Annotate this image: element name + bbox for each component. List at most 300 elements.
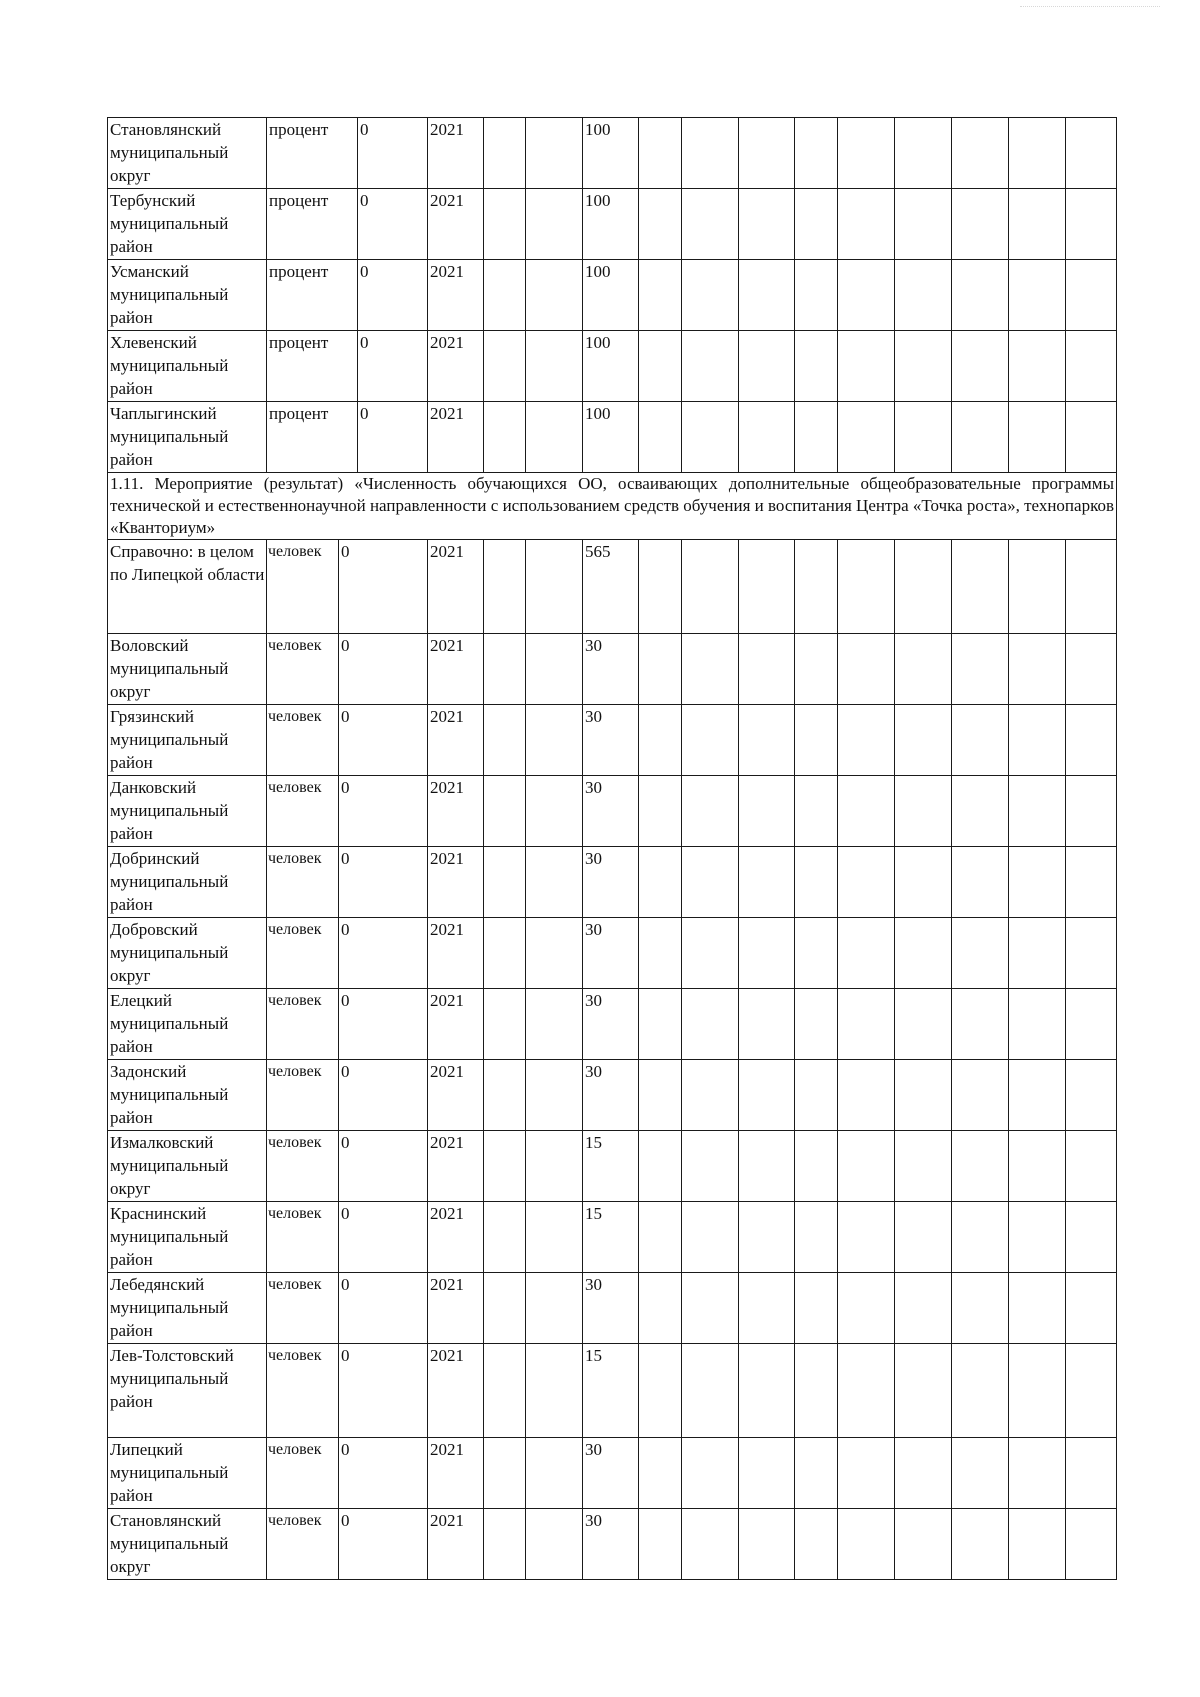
empty-cell [682, 1438, 739, 1509]
empty-cell [1066, 1060, 1117, 1131]
empty-cell [895, 402, 952, 473]
base-value-cell: 0 [339, 634, 428, 705]
empty-cell [639, 118, 682, 189]
table-row [108, 705, 1117, 776]
unit-cell: процент [267, 118, 358, 189]
target-value-cell: 30 [583, 847, 639, 918]
empty-cell [682, 705, 739, 776]
empty-cell [838, 118, 895, 189]
base-year-cell: 2021 [428, 989, 484, 1060]
base-year-cell: 2021 [428, 705, 484, 776]
empty-cell [526, 540, 583, 634]
empty-cell [838, 260, 895, 331]
table-row [108, 402, 1117, 473]
empty-cell [639, 705, 682, 776]
table-row [108, 331, 1117, 402]
unit-cell: человек [267, 1438, 339, 1509]
empty-cell [739, 634, 795, 705]
empty-cell [1009, 1202, 1066, 1273]
target-value-cell: 100 [583, 402, 639, 473]
empty-cell [682, 776, 739, 847]
empty-cell [484, 1344, 526, 1438]
empty-cell [952, 402, 1009, 473]
empty-cell [952, 989, 1009, 1060]
empty-cell [682, 540, 739, 634]
base-year-cell: 2021 [428, 1509, 484, 1580]
base-year-cell: 2021 [428, 1131, 484, 1202]
unit-cell: человек [267, 1202, 339, 1273]
empty-cell [795, 1438, 838, 1509]
scan-artifact [1020, 6, 1160, 9]
target-value-cell: 30 [583, 1438, 639, 1509]
empty-cell [639, 1202, 682, 1273]
empty-cell [795, 260, 838, 331]
empty-cell [739, 1509, 795, 1580]
empty-cell [682, 1202, 739, 1273]
base-value-cell: 0 [358, 118, 428, 189]
empty-cell [952, 118, 1009, 189]
empty-cell [838, 1438, 895, 1509]
empty-cell [952, 776, 1009, 847]
empty-cell [838, 1344, 895, 1438]
base-year-cell: 2021 [428, 540, 484, 634]
empty-cell [682, 918, 739, 989]
target-value-cell: 30 [583, 1509, 639, 1580]
base-value-cell: 0 [358, 260, 428, 331]
unit-cell: человек [267, 1060, 339, 1131]
empty-cell [838, 540, 895, 634]
empty-cell [1066, 331, 1117, 402]
empty-cell [526, 1509, 583, 1580]
empty-cell [795, 989, 838, 1060]
municipality-name: Липецкий муниципальный район [108, 1438, 267, 1509]
empty-cell [895, 705, 952, 776]
municipality-name: Справочно: в целом по Липецкой области [108, 540, 267, 634]
empty-cell [838, 1202, 895, 1273]
empty-cell [1009, 989, 1066, 1060]
empty-cell [484, 1273, 526, 1344]
empty-cell [1009, 118, 1066, 189]
empty-cell [1066, 989, 1117, 1060]
empty-cell [838, 918, 895, 989]
empty-cell [838, 776, 895, 847]
base-value-cell: 0 [339, 776, 428, 847]
empty-cell [484, 1509, 526, 1580]
empty-cell [739, 540, 795, 634]
empty-cell [682, 1131, 739, 1202]
empty-cell [639, 402, 682, 473]
empty-cell [739, 189, 795, 260]
unit-cell: человек [267, 1509, 339, 1580]
unit-cell: человек [267, 989, 339, 1060]
empty-cell [952, 540, 1009, 634]
unit-cell: человек [267, 776, 339, 847]
empty-cell [639, 776, 682, 847]
base-year-cell: 2021 [428, 118, 484, 189]
target-value-cell: 565 [583, 540, 639, 634]
unit-cell: процент [267, 402, 358, 473]
table-row [108, 260, 1117, 331]
empty-cell [484, 989, 526, 1060]
empty-cell [526, 705, 583, 776]
empty-cell [795, 776, 838, 847]
unit-cell: процент [267, 189, 358, 260]
empty-cell [952, 1131, 1009, 1202]
empty-cell [739, 1202, 795, 1273]
empty-cell [895, 918, 952, 989]
table-row [108, 1509, 1117, 1580]
section-heading-1-11: 1.11. Мероприятие (результат) «Численность обучающихся ОО, осваивающих дополнительные общеобразовательные программы технической и естественнонаучной направленности с использованием средств обучения и воспитания Центра «Точка роста», технопарков «Кванториум» [108, 473, 1117, 540]
empty-cell [895, 847, 952, 918]
empty-cell [526, 260, 583, 331]
target-value-cell: 30 [583, 918, 639, 989]
empty-cell [1066, 847, 1117, 918]
municipality-name: Измалковский муниципальный округ [108, 1131, 267, 1202]
target-value-cell: 30 [583, 776, 639, 847]
empty-cell [739, 847, 795, 918]
table-row [108, 540, 1117, 634]
empty-cell [739, 260, 795, 331]
empty-cell [526, 1438, 583, 1509]
empty-cell [739, 776, 795, 847]
empty-cell [1066, 260, 1117, 331]
table-row [108, 776, 1117, 847]
base-year-cell: 2021 [428, 1202, 484, 1273]
unit-cell: человек [267, 1273, 339, 1344]
empty-cell [952, 1273, 1009, 1344]
empty-cell [526, 776, 583, 847]
empty-cell [952, 1438, 1009, 1509]
empty-cell [1009, 918, 1066, 989]
municipality-name: Данковский муниципальный район [108, 776, 267, 847]
empty-cell [526, 1344, 583, 1438]
empty-cell [682, 1344, 739, 1438]
empty-cell [895, 260, 952, 331]
empty-cell [838, 1509, 895, 1580]
empty-cell [526, 847, 583, 918]
base-value-cell: 0 [339, 1438, 428, 1509]
base-value-cell: 0 [339, 1131, 428, 1202]
unit-cell: человек [267, 1131, 339, 1202]
empty-cell [639, 1509, 682, 1580]
empty-cell [639, 1060, 682, 1131]
empty-cell [1009, 331, 1066, 402]
empty-cell [682, 989, 739, 1060]
empty-cell [1066, 1344, 1117, 1438]
target-value-cell: 15 [583, 1202, 639, 1273]
empty-cell [639, 989, 682, 1060]
unit-cell: человек [267, 847, 339, 918]
base-year-cell: 2021 [428, 918, 484, 989]
empty-cell [1066, 402, 1117, 473]
empty-cell [526, 1060, 583, 1131]
base-year-cell: 2021 [428, 776, 484, 847]
empty-cell [838, 1131, 895, 1202]
table-row [108, 1273, 1117, 1344]
empty-cell [1066, 118, 1117, 189]
empty-cell [682, 1060, 739, 1131]
empty-cell [526, 634, 583, 705]
empty-cell [484, 189, 526, 260]
empty-cell [838, 331, 895, 402]
empty-cell [639, 918, 682, 989]
empty-cell [1009, 1509, 1066, 1580]
empty-cell [639, 189, 682, 260]
unit-cell: процент [267, 331, 358, 402]
empty-cell [526, 189, 583, 260]
empty-cell [739, 402, 795, 473]
municipality-name: Становлянский муниципальный округ [108, 118, 267, 189]
empty-cell [795, 1202, 838, 1273]
empty-cell [1066, 1202, 1117, 1273]
empty-cell [1066, 1509, 1117, 1580]
base-year-cell: 2021 [428, 1344, 484, 1438]
empty-cell [795, 540, 838, 634]
municipality-name: Чаплыгинский муниципальный район [108, 402, 267, 473]
empty-cell [484, 331, 526, 402]
empty-cell [484, 918, 526, 989]
base-value-cell: 0 [339, 1273, 428, 1344]
base-year-cell: 2021 [428, 847, 484, 918]
empty-cell [484, 1202, 526, 1273]
table-row [108, 1131, 1117, 1202]
empty-cell [1066, 705, 1117, 776]
base-value-cell: 0 [339, 1060, 428, 1131]
empty-cell [1009, 634, 1066, 705]
empty-cell [1009, 847, 1066, 918]
empty-cell [484, 1438, 526, 1509]
municipality-name: Лев-Толстовский муниципальный район [108, 1344, 267, 1438]
base-year-cell: 2021 [428, 1273, 484, 1344]
empty-cell [895, 1344, 952, 1438]
target-value-cell: 100 [583, 260, 639, 331]
empty-cell [639, 634, 682, 705]
base-year-cell: 2021 [428, 189, 484, 260]
empty-cell [682, 1509, 739, 1580]
empty-cell [682, 331, 739, 402]
municipality-name: Хлевенский муниципальный район [108, 331, 267, 402]
empty-cell [639, 1273, 682, 1344]
municipality-name: Добринский муниципальный район [108, 847, 267, 918]
target-value-cell: 100 [583, 331, 639, 402]
empty-cell [1009, 776, 1066, 847]
empty-cell [1066, 776, 1117, 847]
target-value-cell: 100 [583, 189, 639, 260]
unit-cell: человек [267, 918, 339, 989]
municipality-name: Добровский муниципальный округ [108, 918, 267, 989]
empty-cell [838, 847, 895, 918]
empty-cell [895, 634, 952, 705]
empty-cell [895, 540, 952, 634]
empty-cell [952, 1202, 1009, 1273]
table-row [108, 189, 1117, 260]
section-heading-row [108, 473, 1117, 540]
empty-cell [952, 260, 1009, 331]
empty-cell [682, 847, 739, 918]
empty-cell [484, 260, 526, 331]
empty-cell [952, 847, 1009, 918]
empty-cell [739, 918, 795, 989]
empty-cell [895, 118, 952, 189]
table-row [108, 118, 1117, 189]
empty-cell [484, 634, 526, 705]
municipality-name: Краснинский муниципальный район [108, 1202, 267, 1273]
empty-cell [1066, 1131, 1117, 1202]
empty-cell [1009, 1438, 1066, 1509]
empty-cell [795, 918, 838, 989]
target-value-cell: 30 [583, 989, 639, 1060]
base-value-cell: 0 [339, 989, 428, 1060]
table-row [108, 1438, 1117, 1509]
empty-cell [838, 402, 895, 473]
empty-cell [739, 118, 795, 189]
target-value-cell: 30 [583, 1060, 639, 1131]
empty-cell [895, 1273, 952, 1344]
base-year-cell: 2021 [428, 1438, 484, 1509]
empty-cell [484, 1060, 526, 1131]
empty-cell [639, 1131, 682, 1202]
base-value-cell: 0 [339, 918, 428, 989]
table-row [108, 918, 1117, 989]
empty-cell [952, 1060, 1009, 1131]
empty-cell [895, 1509, 952, 1580]
base-value-cell: 0 [339, 1202, 428, 1273]
empty-cell [838, 189, 895, 260]
empty-cell [795, 189, 838, 260]
empty-cell [1009, 189, 1066, 260]
empty-cell [682, 260, 739, 331]
empty-cell [739, 1131, 795, 1202]
target-value-cell: 30 [583, 705, 639, 776]
empty-cell [795, 331, 838, 402]
empty-cell [484, 118, 526, 189]
unit-cell: человек [267, 1344, 339, 1438]
empty-cell [639, 331, 682, 402]
unit-cell: человек [267, 705, 339, 776]
municipality-name: Елецкий муниципальный район [108, 989, 267, 1060]
empty-cell [1066, 918, 1117, 989]
empty-cell [526, 918, 583, 989]
empty-cell [952, 918, 1009, 989]
empty-cell [1066, 634, 1117, 705]
empty-cell [526, 989, 583, 1060]
empty-cell [1066, 1438, 1117, 1509]
empty-cell [739, 331, 795, 402]
empty-cell [682, 402, 739, 473]
empty-cell [1009, 1131, 1066, 1202]
empty-cell [838, 989, 895, 1060]
table-row [108, 847, 1117, 918]
base-value-cell: 0 [358, 331, 428, 402]
empty-cell [739, 1060, 795, 1131]
empty-cell [1066, 189, 1117, 260]
municipality-name: Тербунский муниципальный район [108, 189, 267, 260]
empty-cell [1009, 260, 1066, 331]
empty-cell [526, 402, 583, 473]
empty-cell [639, 1438, 682, 1509]
empty-cell [639, 260, 682, 331]
municipality-name: Лебедянский муниципальный район [108, 1273, 267, 1344]
empty-cell [895, 989, 952, 1060]
empty-cell [895, 1060, 952, 1131]
base-value-cell: 0 [339, 705, 428, 776]
empty-cell [484, 402, 526, 473]
empty-cell [952, 705, 1009, 776]
empty-cell [1009, 1344, 1066, 1438]
empty-cell [838, 1060, 895, 1131]
empty-cell [682, 189, 739, 260]
base-value-cell: 0 [358, 189, 428, 260]
empty-cell [639, 1344, 682, 1438]
target-value-cell: 100 [583, 118, 639, 189]
empty-cell [526, 331, 583, 402]
target-value-cell: 15 [583, 1131, 639, 1202]
empty-cell [739, 989, 795, 1060]
empty-cell [1066, 1273, 1117, 1344]
base-value-cell: 0 [339, 1509, 428, 1580]
base-value-cell: 0 [339, 847, 428, 918]
indicator-table [107, 117, 1117, 1580]
empty-cell [484, 705, 526, 776]
empty-cell [895, 189, 952, 260]
empty-cell [895, 1438, 952, 1509]
empty-cell [952, 331, 1009, 402]
table-row [108, 989, 1117, 1060]
municipality-name: Усманский муниципальный район [108, 260, 267, 331]
empty-cell [895, 331, 952, 402]
base-value-cell: 0 [339, 1344, 428, 1438]
empty-cell [484, 776, 526, 847]
empty-cell [739, 1344, 795, 1438]
empty-cell [795, 847, 838, 918]
empty-cell [838, 705, 895, 776]
empty-cell [739, 1273, 795, 1344]
empty-cell [682, 634, 739, 705]
empty-cell [484, 540, 526, 634]
empty-cell [795, 118, 838, 189]
empty-cell [526, 118, 583, 189]
base-year-cell: 2021 [428, 260, 484, 331]
empty-cell [795, 1060, 838, 1131]
table-row [108, 634, 1117, 705]
empty-cell [639, 540, 682, 634]
empty-cell [526, 1273, 583, 1344]
empty-cell [1009, 1273, 1066, 1344]
unit-cell: человек [267, 634, 339, 705]
table-row [108, 1060, 1117, 1131]
empty-cell [739, 1438, 795, 1509]
empty-cell [1009, 705, 1066, 776]
municipality-name: Грязинский муниципальный район [108, 705, 267, 776]
base-value-cell: 0 [339, 540, 428, 634]
empty-cell [795, 634, 838, 705]
empty-cell [682, 1273, 739, 1344]
municipality-name: Становлянский муниципальный округ [108, 1509, 267, 1580]
empty-cell [484, 847, 526, 918]
empty-cell [1009, 402, 1066, 473]
empty-cell [739, 705, 795, 776]
empty-cell [795, 1131, 838, 1202]
empty-cell [795, 402, 838, 473]
empty-cell [952, 634, 1009, 705]
unit-cell: человек [267, 540, 339, 634]
empty-cell [795, 1344, 838, 1438]
empty-cell [838, 1273, 895, 1344]
empty-cell [682, 118, 739, 189]
base-year-cell: 2021 [428, 634, 484, 705]
empty-cell [484, 1131, 526, 1202]
empty-cell [952, 189, 1009, 260]
